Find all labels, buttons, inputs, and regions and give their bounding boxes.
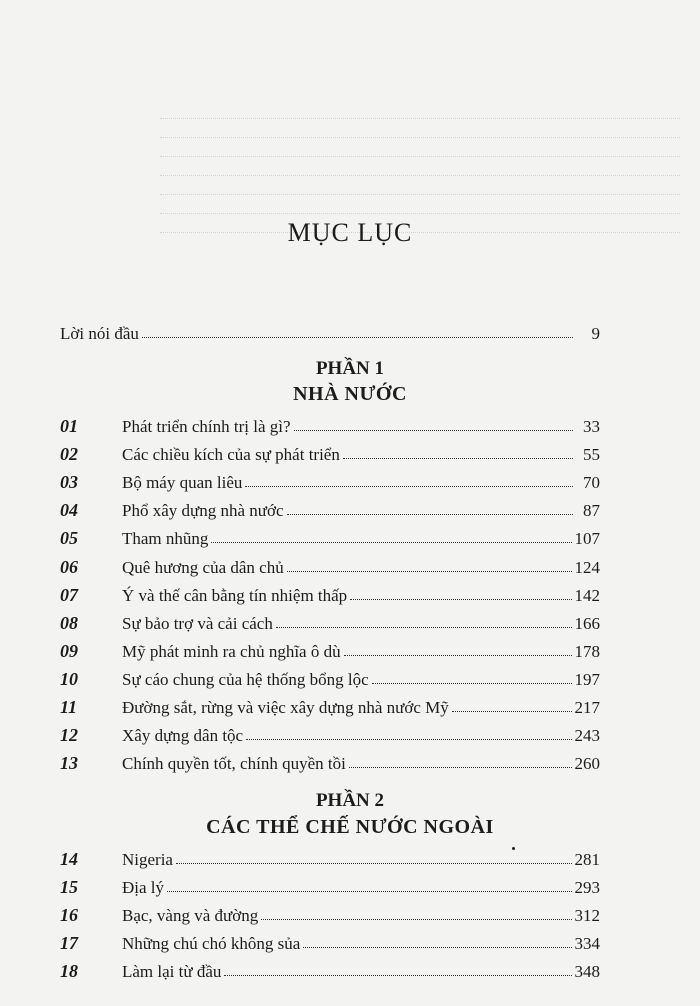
chapter-page: 334: [574, 934, 600, 953]
chapter-title: Phát triển chính trị là gì?: [122, 417, 291, 436]
chapter-page: 70: [583, 473, 600, 492]
chapter-title: Làm lại từ đầu: [122, 962, 222, 981]
chapter-title: Tham nhũng: [122, 529, 209, 548]
chapter-number: 18: [60, 961, 78, 981]
chapter-title: Bộ máy quan liêu: [122, 473, 243, 492]
chapter-page: 293: [574, 878, 600, 897]
chapter-title: Xây dựng dân tộc: [122, 726, 244, 745]
chapter-number: 07: [60, 585, 78, 605]
toc-row[interactable]: [60, 928, 600, 954]
chapter-number: 10: [60, 669, 78, 689]
chapter-page: 348: [574, 962, 600, 981]
chapter-page: 243: [574, 726, 600, 745]
dot-leader: [349, 767, 572, 768]
dot-leader: [294, 430, 573, 431]
toc-row[interactable]: [60, 467, 600, 493]
chapter-title: Các chiều kích của sự phát triển: [122, 445, 340, 464]
chapter-number: 09: [60, 641, 78, 661]
chapter-number: 08: [60, 613, 78, 633]
dot-leader: [167, 891, 571, 892]
dot-leader: [350, 599, 571, 600]
chapter-page: 312: [574, 906, 600, 925]
toc-row-intro[interactable]: [60, 318, 600, 344]
chapter-page: 142: [574, 586, 600, 605]
chapter-page: 260: [574, 754, 600, 773]
dot-leader: [261, 919, 571, 920]
chapter-number: 13: [60, 753, 78, 773]
toc-row[interactable]: [60, 956, 600, 982]
chapter-page: 55: [583, 445, 600, 464]
dot-leader: [287, 514, 573, 515]
toc-row[interactable]: [60, 900, 600, 926]
toc-row[interactable]: [60, 608, 600, 634]
dot-leader: [245, 486, 573, 487]
chapter-title: Mỹ phát minh ra chủ nghĩa ô dù: [122, 642, 341, 661]
chapter-number: 14: [60, 849, 78, 869]
part-2-name: CÁC THỂ CHẾ NƯỚC NGOÀI: [206, 816, 494, 838]
chapter-number: 01: [60, 416, 78, 436]
chapter-number: 05: [60, 528, 78, 548]
page-title: MỤC LỤC: [287, 218, 413, 247]
toc-row[interactable]: [60, 748, 600, 774]
chapter-title: Ý và thế cân bằng tín nhiệm thấp: [122, 586, 348, 605]
dot-leader: [142, 337, 573, 338]
chapter-number: 17: [60, 933, 78, 953]
toc-row[interactable]: [60, 580, 600, 606]
chapter-number: 06: [60, 557, 78, 577]
chapter-page: 178: [574, 642, 600, 661]
toc-row[interactable]: [60, 664, 600, 690]
toc-row[interactable]: [60, 552, 600, 578]
dot-leader: [343, 458, 573, 459]
chapter-title: Những chú chó không sủa: [122, 934, 301, 953]
toc-row-page: 9: [591, 324, 600, 343]
chapter-number: 16: [60, 905, 78, 925]
dot-leader: [276, 627, 572, 628]
chapter-title: Sự bảo trợ và cải cách: [122, 614, 273, 633]
chapter-title: Địa lý: [122, 878, 165, 897]
chapter-number: 15: [60, 877, 78, 897]
toc-row[interactable]: [60, 692, 600, 718]
chapter-page: 87: [583, 501, 600, 520]
chapter-page: 124: [574, 558, 600, 577]
part-1-name: NHÀ NƯỚC: [293, 383, 407, 405]
chapter-page: 281: [574, 850, 600, 869]
toc-row-label: Lời nói đầu: [60, 324, 139, 343]
chapter-title: Chính quyền tốt, chính quyền tồi: [122, 754, 346, 773]
toc-row[interactable]: [60, 844, 600, 870]
dot-leader: [372, 683, 572, 684]
dot-leader: [344, 655, 572, 656]
dot-leader: [287, 571, 572, 572]
chapter-number: 03: [60, 472, 78, 492]
toc-row[interactable]: [60, 495, 600, 521]
chapter-page: 166: [574, 614, 600, 633]
chapter-title: Đường sắt, rừng và việc xây dựng nhà nước Mỹ: [122, 698, 449, 717]
dot-leader: [303, 947, 571, 948]
chapter-page: 33: [583, 417, 600, 436]
chapter-page: 107: [574, 529, 600, 548]
toc-row[interactable]: [60, 636, 600, 662]
part-1-heading: PHẦN 1: [315, 358, 385, 379]
part-2-heading: PHẦN 2: [315, 790, 385, 811]
chapter-page: 217: [574, 698, 600, 717]
chapter-number: 02: [60, 444, 78, 464]
chapter-number: 04: [60, 500, 78, 520]
toc-row[interactable]: [60, 872, 600, 898]
toc-row[interactable]: [60, 720, 600, 746]
chapter-title: Phổ xây dựng nhà nước: [122, 501, 284, 520]
chapter-title: Sự cáo chung của hệ thống bổng lộc: [122, 670, 369, 689]
chapter-number: 11: [60, 697, 78, 717]
chapter-title: Quê hương của dân chủ: [122, 558, 284, 577]
dot-leader: [176, 863, 572, 864]
dot-leader: [246, 739, 571, 740]
chapter-page: 197: [574, 670, 600, 689]
chapter-title: Bạc, vàng và đường: [122, 906, 259, 925]
toc-row[interactable]: [60, 439, 600, 465]
chapter-title: Nigeria: [122, 850, 173, 869]
dot-leader: [211, 542, 571, 543]
chapter-number: 12: [60, 725, 78, 745]
dot-leader: [452, 711, 572, 712]
toc-row[interactable]: [60, 523, 600, 549]
toc-row[interactable]: [60, 411, 600, 437]
dot-leader: [224, 975, 571, 976]
